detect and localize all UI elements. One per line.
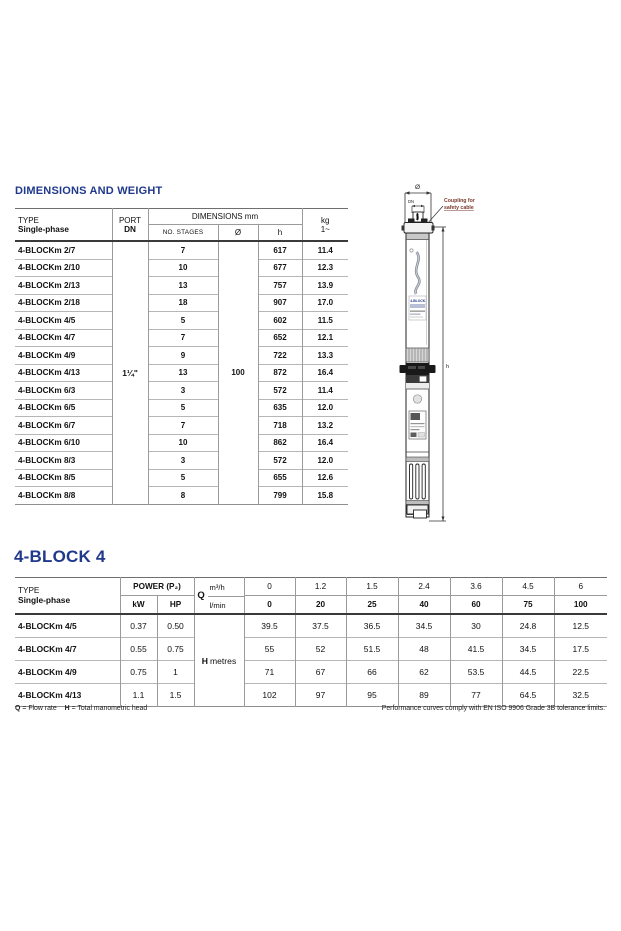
table-row — [15, 469, 348, 487]
hp-value: 0.50 — [157, 614, 194, 638]
table-row — [15, 417, 348, 435]
table-row — [15, 638, 607, 661]
dimension-h — [429, 227, 446, 521]
head-value: 102 — [244, 684, 295, 707]
h-value: 757 — [258, 277, 302, 295]
h-value: 617 — [258, 241, 302, 259]
head-value: 30 — [450, 614, 502, 638]
h-value: 572 — [258, 382, 302, 400]
junction-band — [406, 348, 429, 362]
flow-m3h-value: 6 — [554, 578, 607, 596]
head-value: 34.5 — [398, 614, 450, 638]
stages-value: 3 — [148, 382, 218, 400]
head-value: 77 — [450, 684, 502, 707]
table-row — [15, 241, 348, 259]
head-value: 22.5 — [554, 661, 607, 684]
head-value: 32.5 — [554, 684, 607, 707]
h-value: 907 — [258, 294, 302, 312]
kg-value: 11.4 — [317, 245, 333, 255]
head-value: 12.5 — [572, 621, 590, 631]
flow-m3h-value: 4.5 — [502, 578, 554, 596]
coupling-annotation — [427, 198, 475, 224]
header-kw: kW — [120, 596, 157, 615]
pump-model: 4-BLOCKm 2/7 — [15, 241, 112, 259]
head-value: 37.5 — [295, 614, 346, 638]
head-value: 97 — [295, 684, 346, 707]
section-title-4block4: 4-BLOCK 4 — [14, 547, 106, 566]
stages-value: 8 — [148, 487, 218, 505]
kg-value: 15.8 — [302, 487, 348, 505]
header-type: TYPE Single-phase — [15, 209, 112, 242]
pump-model: 4-BLOCKm 4/13 — [15, 364, 112, 382]
footnotes — [15, 705, 605, 712]
pump-model: 4-BLOCKm 8/3 — [15, 452, 112, 470]
product-sticker — [409, 296, 426, 320]
head-value: 51.5 — [346, 638, 398, 661]
h-value: 572 — [258, 452, 302, 470]
h-value: 862 — [258, 434, 302, 452]
flow-unit-lmin: l/min — [209, 600, 226, 610]
kg-value: 12.0 — [302, 452, 348, 470]
stages-value: 10 — [148, 434, 218, 452]
cable-guard-band — [400, 363, 436, 389]
flow-m3h-value: 2.4 — [398, 578, 450, 596]
table-row — [15, 382, 348, 400]
table-row — [15, 277, 348, 295]
table-row — [15, 434, 348, 452]
kg-value: 16.4 — [302, 434, 348, 452]
kw-value: 0.37 — [120, 614, 157, 638]
hp-value: 1 — [157, 661, 194, 684]
stages-value: 18 — [148, 294, 218, 312]
dimensions-table — [15, 208, 348, 505]
hp-value: 1.5 — [157, 684, 194, 707]
kg-value: 12.3 — [302, 259, 348, 277]
pump-model: 4-BLOCKm 8/5 — [15, 469, 112, 487]
head-value: 36.5 — [346, 614, 398, 638]
h-dimension-label: h — [446, 364, 450, 370]
stages-value: 9 — [148, 347, 218, 365]
table-row — [15, 614, 607, 638]
pump-model: 4-BLOCKm 2/18 — [15, 294, 112, 312]
nameplate — [409, 411, 426, 439]
port-value: 1¼" — [112, 241, 148, 504]
head-value: 64.5 — [502, 684, 554, 707]
flow-lmin-value: 60 — [450, 596, 502, 615]
head-value: 34.5 — [502, 638, 554, 661]
dimensions-table-header — [15, 209, 348, 242]
table-row — [15, 399, 348, 417]
pump-model: 4-BLOCKm 6/7 — [15, 417, 112, 435]
h-value: 602 — [258, 312, 302, 330]
pump-body-drawing — [400, 233, 436, 518]
footnote-q-symbol: Q — [15, 705, 21, 712]
flow-m3h-value: 1.2 — [295, 578, 346, 596]
pump-model: 4-BLOCKm 4/9 — [15, 347, 112, 365]
pump-model: 4-BLOCKm 2/13 — [15, 277, 112, 295]
stages-value: 7 — [148, 241, 218, 259]
header-hp: HP — [157, 596, 194, 615]
kg-value: 13.3 — [302, 347, 348, 365]
footnote-h-symbol: H — [64, 705, 70, 712]
head-value: 17.5 — [554, 638, 607, 661]
stages-value: 7 — [148, 329, 218, 347]
pump-model: 4-BLOCKm 4/5 — [15, 614, 120, 638]
kg-value: 11.5 — [302, 312, 348, 330]
header-power: POWER (P₂) — [120, 578, 194, 596]
flow-lmin-value: 20 — [295, 596, 346, 615]
kg-value: 13.2 — [302, 417, 348, 435]
pump-model: 4-BLOCKm 4/7 — [15, 329, 112, 347]
footnote-left: Q = Flow rate H = Total manometric head — [15, 705, 148, 712]
head-value: 66 — [346, 661, 398, 684]
dn-label: DN — [408, 199, 415, 204]
head-value: 44.5 — [502, 661, 554, 684]
head-value: 95 — [346, 684, 398, 707]
flow-unit-m3h: m³/h — [208, 579, 244, 597]
pump-model: 4-BLOCKm 8/8 — [15, 487, 112, 505]
stages-value: 5 — [148, 312, 218, 330]
pump-model: 4-BLOCKm 2/10 — [15, 259, 112, 277]
pump-model: 4-BLOCKm 6/5 — [15, 399, 112, 417]
flow-lmin-value: 25 — [346, 596, 398, 615]
header-stages: NO. STAGES — [148, 225, 218, 242]
pump-figure-drawing — [390, 180, 530, 540]
table-row — [15, 364, 348, 382]
table-row — [15, 259, 348, 277]
table-row — [15, 329, 348, 347]
leader-line — [427, 206, 443, 224]
stages-value: 5 — [148, 399, 218, 417]
safety-cable — [417, 214, 418, 221]
head-value: 52 — [295, 638, 346, 661]
kg-value: 13.9 — [302, 277, 348, 295]
h-value: 799 — [258, 487, 302, 505]
kw-value: 0.55 — [120, 638, 157, 661]
table-row — [15, 487, 348, 505]
kg-value: 12.0 — [302, 399, 348, 417]
pump-model: 4-BLOCKm 4/7 — [15, 638, 120, 661]
pump-model: 4-BLOCKm 4/5 — [15, 312, 112, 330]
header-dimensions-mm: DIMENSIONS mm — [148, 209, 302, 225]
kg-value: 12.1 — [302, 329, 348, 347]
h-value: 718 — [258, 417, 302, 435]
h-value: 655 — [258, 469, 302, 487]
table-row — [15, 312, 348, 330]
header-weight: kg 1~ — [320, 215, 330, 234]
header-height: h — [258, 225, 302, 242]
head-value: 89 — [398, 684, 450, 707]
pump-model: 4-BLOCKm 6/10 — [15, 434, 112, 452]
flow-symbol: Q — [197, 590, 205, 601]
flow-lmin-value: 75 — [502, 596, 554, 615]
stages-value: 3 — [148, 452, 218, 470]
footnote-right: Performance curves comply with EN ISO 9906 Grade 3B tolerance limits. — [381, 705, 605, 712]
section-title-dimensions: DIMENSIONS AND WEIGHT — [15, 185, 163, 197]
table-row — [15, 661, 607, 684]
kw-value: 1.1 — [120, 684, 157, 707]
head-value: 24.8 — [502, 614, 554, 638]
table-row — [15, 294, 348, 312]
coupling-label-line2: safety cable — [444, 205, 474, 211]
sticker-model-label: 4-BLOCK — [410, 299, 426, 303]
kg-value: 11.4 — [302, 382, 348, 400]
head-value: 71 — [244, 661, 295, 684]
pump-model: 4-BLOCKm 4/13 — [15, 684, 120, 707]
header-flow — [194, 578, 244, 615]
motor-cap-detail — [413, 395, 421, 403]
flow-lmin-value: 0 — [244, 596, 295, 615]
pump-figure — [390, 180, 530, 540]
h-value: 635 — [258, 399, 302, 417]
stages-value: 13 — [148, 277, 218, 295]
performance-table — [15, 577, 607, 707]
dimensions-table-container — [15, 208, 348, 505]
kg-value: 16.4 — [302, 364, 348, 382]
header-port: PORT DN — [112, 209, 148, 242]
table-row — [15, 684, 607, 707]
diameter-value: 100 — [218, 241, 258, 504]
kg-value: 12.6 — [302, 469, 348, 487]
table-row — [15, 347, 348, 365]
performance-table-container — [15, 577, 607, 707]
head-value: 55 — [244, 638, 295, 661]
h-value: 722 — [258, 347, 302, 365]
kg-value: 17.0 — [302, 294, 348, 312]
h-value: 872 — [258, 364, 302, 382]
head-metres-label: H metres — [194, 614, 244, 707]
hp-value: 0.75 — [157, 638, 194, 661]
kw-value: 0.75 — [120, 661, 157, 684]
performance-table-header — [15, 578, 607, 615]
head-value: 39.5 — [244, 614, 295, 638]
stages-value: 13 — [148, 364, 218, 382]
pump-model: 4-BLOCKm 6/3 — [15, 382, 112, 400]
flow-m3h-value: 0 — [244, 578, 295, 596]
diameter-symbol-label: Ø — [415, 184, 421, 191]
stages-value: 5 — [148, 469, 218, 487]
coupling-label-line1: Coupling for — [444, 198, 475, 204]
head-value: 41.5 — [450, 638, 502, 661]
header-diameter: Ø — [218, 225, 258, 242]
head-value: 53.5 — [450, 661, 502, 684]
flow-lmin-value: 100 — [573, 600, 588, 609]
h-value: 652 — [258, 329, 302, 347]
flow-lmin-value: 40 — [398, 596, 450, 615]
stages-value: 10 — [148, 259, 218, 277]
table-row — [15, 452, 348, 470]
head-value: 62 — [398, 661, 450, 684]
header-type: TYPE Single-phase — [15, 578, 120, 615]
head-value: 67 — [295, 661, 346, 684]
flow-m3h-value: 1.5 — [346, 578, 398, 596]
pump-model: 4-BLOCKm 4/9 — [15, 661, 120, 684]
h-value: 677 — [258, 259, 302, 277]
stages-value: 7 — [148, 417, 218, 435]
flow-m3h-value: 3.6 — [450, 578, 502, 596]
head-value: 48 — [398, 638, 450, 661]
